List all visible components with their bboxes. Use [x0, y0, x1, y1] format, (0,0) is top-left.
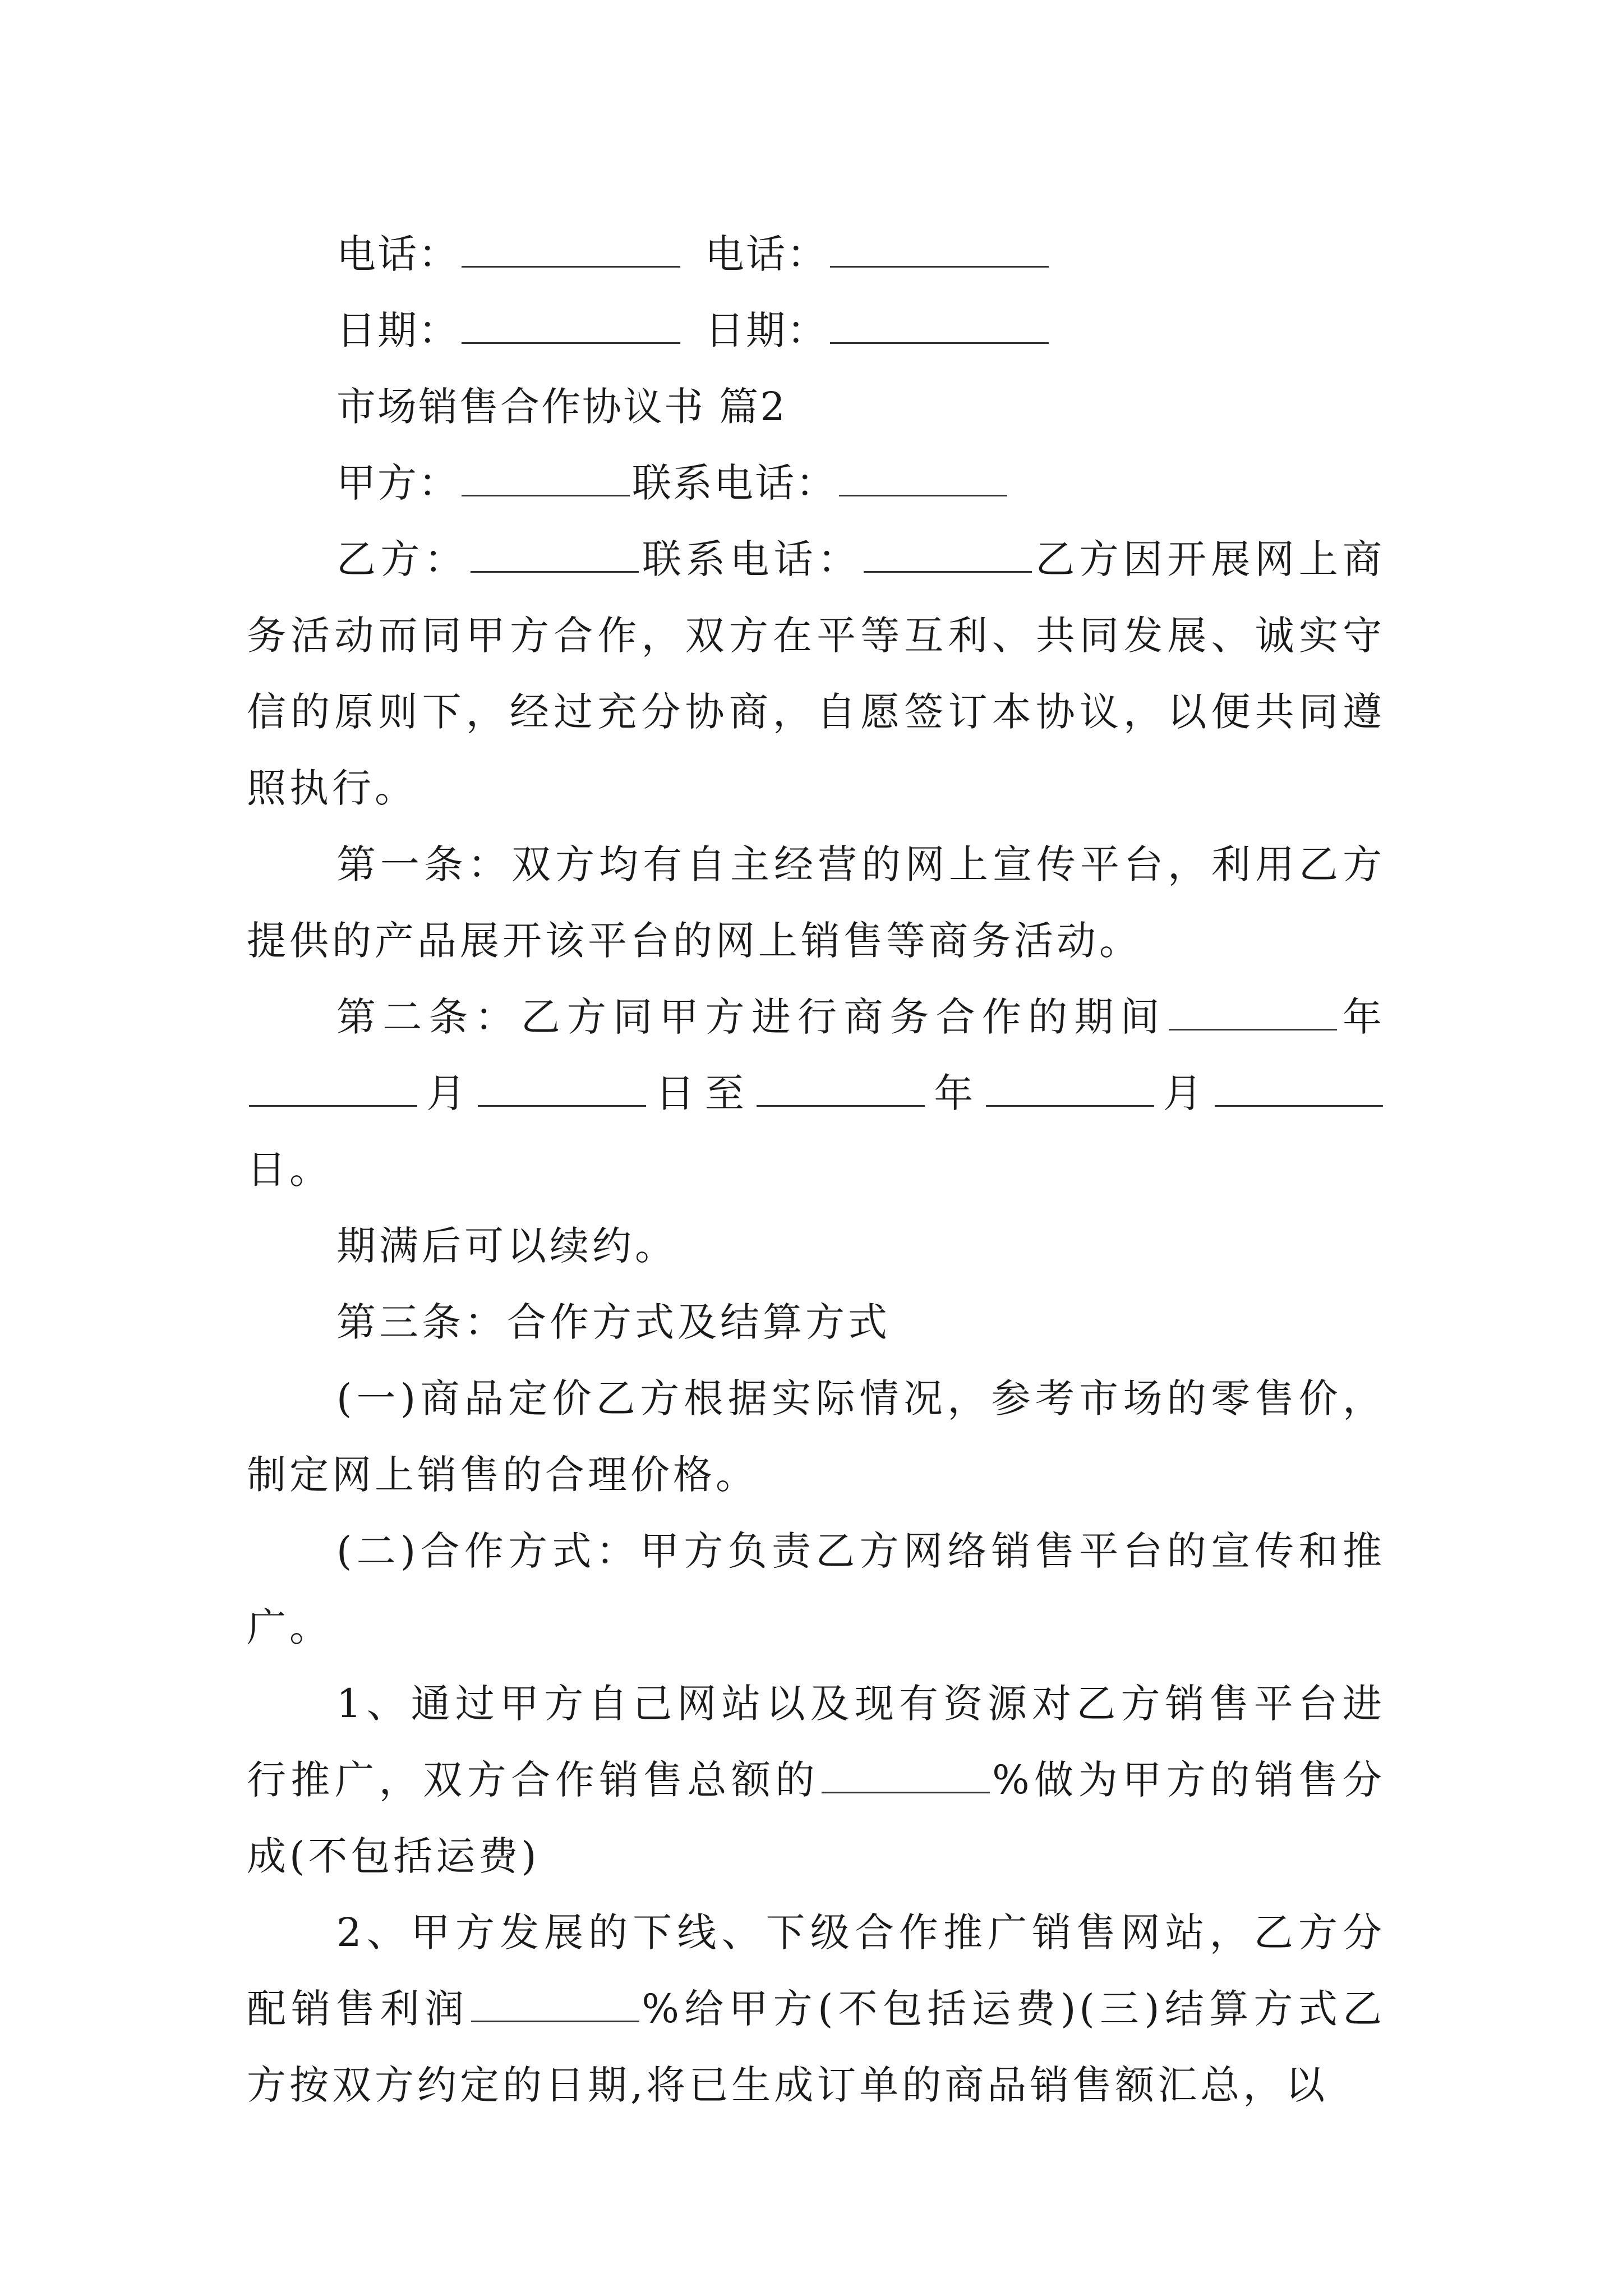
end-year-blank [757, 1070, 925, 1107]
phone-label-left: 电话： [336, 231, 459, 277]
phone-blank-left [462, 231, 680, 268]
start-month-blank [249, 1070, 417, 1107]
party-b-paragraph [247, 521, 1385, 826]
start-year-blank [1169, 994, 1337, 1030]
date-signature-line [247, 292, 1385, 369]
sub-2-lead: 2、甲方发展的下线、下级合作推广销售网站，乙方分配销售利润 [247, 1910, 1385, 2032]
document-body [247, 216, 1385, 2123]
party-a-phone-blank [839, 460, 1007, 496]
article-1: 第一条：双方均有自主经营的网上宣传平台，利用乙方提供的产品展开该平台的网上销售等商务活动。 [247, 841, 1385, 964]
phone-label-right: 电话： [705, 231, 828, 277]
date-label-right: 日期： [705, 307, 828, 353]
sales-share-percent-blank [822, 1757, 990, 1793]
party-a-blank [462, 460, 630, 496]
start-month-unit: 月 [419, 1070, 476, 1116]
date-label-left: 日期： [336, 307, 459, 353]
article-3-sub-1 [247, 1665, 1385, 1894]
start-year-unit: 年 [1339, 994, 1386, 1040]
article-3-item-1: (一)商品定价乙方根据实际情况，参考市场的零售价，制定网上销售的合理价格。 [247, 1375, 1385, 1498]
date-blank-left [462, 307, 680, 344]
party-b-label: 乙方： [336, 536, 468, 582]
sub-1-lead: 1、通过甲方自己网站以及现有资源对乙方销售平台进行推广，双方合作销售总额的 [247, 1681, 1385, 1803]
phone-signature-line [247, 216, 1385, 292]
party-b-blank [471, 536, 639, 573]
day-to-text: 日至 [648, 1070, 755, 1116]
article-3-item-2: (二)合作方式：甲方负责乙方网络销售平台的宣传和推广。 [247, 1528, 1385, 1650]
renewal-note: 期满后可以续约。 [336, 1223, 677, 1269]
article-2 [247, 979, 1385, 1208]
date-blank-right [830, 307, 1049, 344]
party-b-phone-blank [864, 536, 1032, 573]
party-b-phone-label: 联系电话： [640, 536, 862, 582]
sub-1-tail: %做为甲方的销售分成(不包括运费) [247, 1757, 1385, 1879]
article-3-sub-2 [247, 1894, 1385, 2123]
end-month-unit: 月 [1156, 1070, 1213, 1116]
article-3-title: 第三条：合作方式及结算方式 [336, 1299, 891, 1345]
start-day-blank [478, 1070, 646, 1107]
party-a-phone-label: 联系电话： [632, 460, 837, 506]
end-month-blank [986, 1070, 1154, 1107]
party-b-intro-text: 乙方因开展网上商务活动而同甲方合作，双方在平等互利、共同发展、诚实守信的原则下，经过充分协商，自愿签订本协议，以便共同遵照执行。 [247, 536, 1386, 811]
article-2-lead: 第二条：乙方同甲方进行商务合作的期间 [336, 994, 1166, 1040]
end-year-unit: 年 [927, 1070, 984, 1116]
section-heading: 市场销售合作协议书 篇2 [336, 384, 787, 430]
sub-2-tail: %给甲方(不包括运费)(三)结算方式乙方按双方约定的日期,将已生成订单的商品销售额汇总，以 [247, 1986, 1385, 2108]
party-a-label: 甲方： [336, 460, 459, 506]
end-day-unit: 日。 [247, 1147, 332, 1193]
phone-blank-right [830, 231, 1049, 268]
party-a-line [247, 445, 1385, 521]
profit-share-percent-blank [471, 1986, 639, 2022]
end-day-blank [1215, 1070, 1383, 1107]
